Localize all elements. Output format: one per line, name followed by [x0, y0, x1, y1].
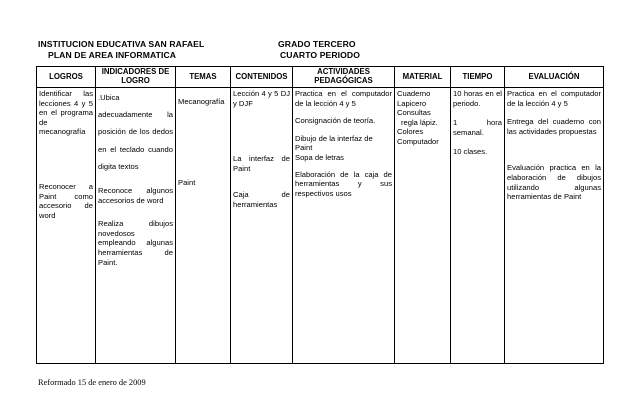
- col-header-evaluacion: EVALUACIÓN: [505, 67, 604, 88]
- col-header-tiempo: TIEMPO: [451, 67, 505, 88]
- header-row: [37, 67, 604, 88]
- tiempo-2: 1 hora semanal.: [453, 118, 502, 137]
- tiempo-3: 10 clases.: [453, 147, 488, 157]
- footer-note: Reformado 15 de enero de 2009: [38, 378, 146, 387]
- material-5: Colores: [397, 127, 424, 137]
- col-header-indicadores: INDICADORES DE LOGRO: [96, 67, 176, 88]
- indicador-2: Reconoce algunos accesorios de word: [98, 186, 173, 205]
- material-6: Computador: [397, 136, 439, 146]
- logro-1: Identificar las lecciones 4 y 5 en el programa de mecanografía: [39, 89, 93, 137]
- logro-2: Reconocer a Paint como accesorio de word: [39, 181, 93, 220]
- actividad-3: Dibujo de la interfaz de Paint: [295, 133, 373, 153]
- material-1: Cuaderno: [397, 89, 431, 98]
- evaluacion-2: Entrega del cuaderno con las actividades propuestas: [507, 117, 601, 136]
- col-header-logros: LOGROS: [37, 67, 96, 88]
- col-header-contenidos: CONTENIDOS: [231, 67, 293, 88]
- actividad-1: Practica en el computador de la lección 4 y 5: [295, 89, 392, 108]
- material-3: Consultas: [397, 108, 431, 118]
- material-4: regla lápiz.: [401, 117, 438, 127]
- cell-tiempo: [451, 88, 505, 364]
- cell-indicadores: [96, 88, 176, 364]
- cell-logros: [37, 88, 96, 364]
- evaluacion-1: Practica en el computador de la lección 4 y 5: [507, 89, 601, 108]
- col-header-temas: TEMAS: [176, 67, 231, 88]
- plan-title: PLAN DE AREA INFORMATICA: [48, 50, 177, 60]
- area-plan-table: [36, 66, 604, 364]
- period-title: CUARTO PERIODO: [280, 50, 361, 60]
- cell-temas: [176, 88, 231, 364]
- col-header-material: MATERIAL: [395, 67, 451, 88]
- evaluacion-3: Evaluación practica en la elaboración de dibujos utilizando algunas herramientas de Paint: [507, 163, 601, 202]
- indicador-3: Realiza dibujos novedosos empleando algunas herramientas de Paint.: [98, 219, 173, 267]
- institution-title: INSTITUCION EDUCATIVA SAN RAFAEL: [38, 39, 205, 49]
- cell-contenidos: [231, 88, 293, 364]
- tema-2: Paint: [178, 177, 196, 187]
- contenido-1: Lección 4 y 5 DJ y DJF: [233, 89, 290, 108]
- contenido-3: Caja de herramientas: [233, 190, 290, 209]
- cell-actividades: [293, 88, 395, 364]
- tema-1: Mecanografía: [178, 97, 225, 106]
- cell-evaluacion: [505, 88, 604, 364]
- tiempo-1: 10 horas en el periodo.: [453, 89, 502, 108]
- cell-material: [395, 88, 451, 364]
- table-row: [37, 88, 604, 364]
- col-header-actividades: ACTIVIDADES PEDAGÓGICAS: [293, 67, 395, 88]
- indicador-1: .Ubica adecuadamente la posición de los dedos en el teclado cuando digita textos: [98, 93, 173, 171]
- actividad-2: Consignación de teoría.: [295, 116, 376, 126]
- grade-title: GRADO TERCERO: [278, 39, 356, 49]
- actividad-5: Elaboración de la caja de herramientas y sus respectivos usos: [295, 169, 392, 198]
- material-2: Lapicero: [397, 98, 427, 108]
- contenido-2: La interfaz de Paint: [233, 154, 290, 173]
- actividad-4: Sopa de letras: [295, 152, 344, 162]
